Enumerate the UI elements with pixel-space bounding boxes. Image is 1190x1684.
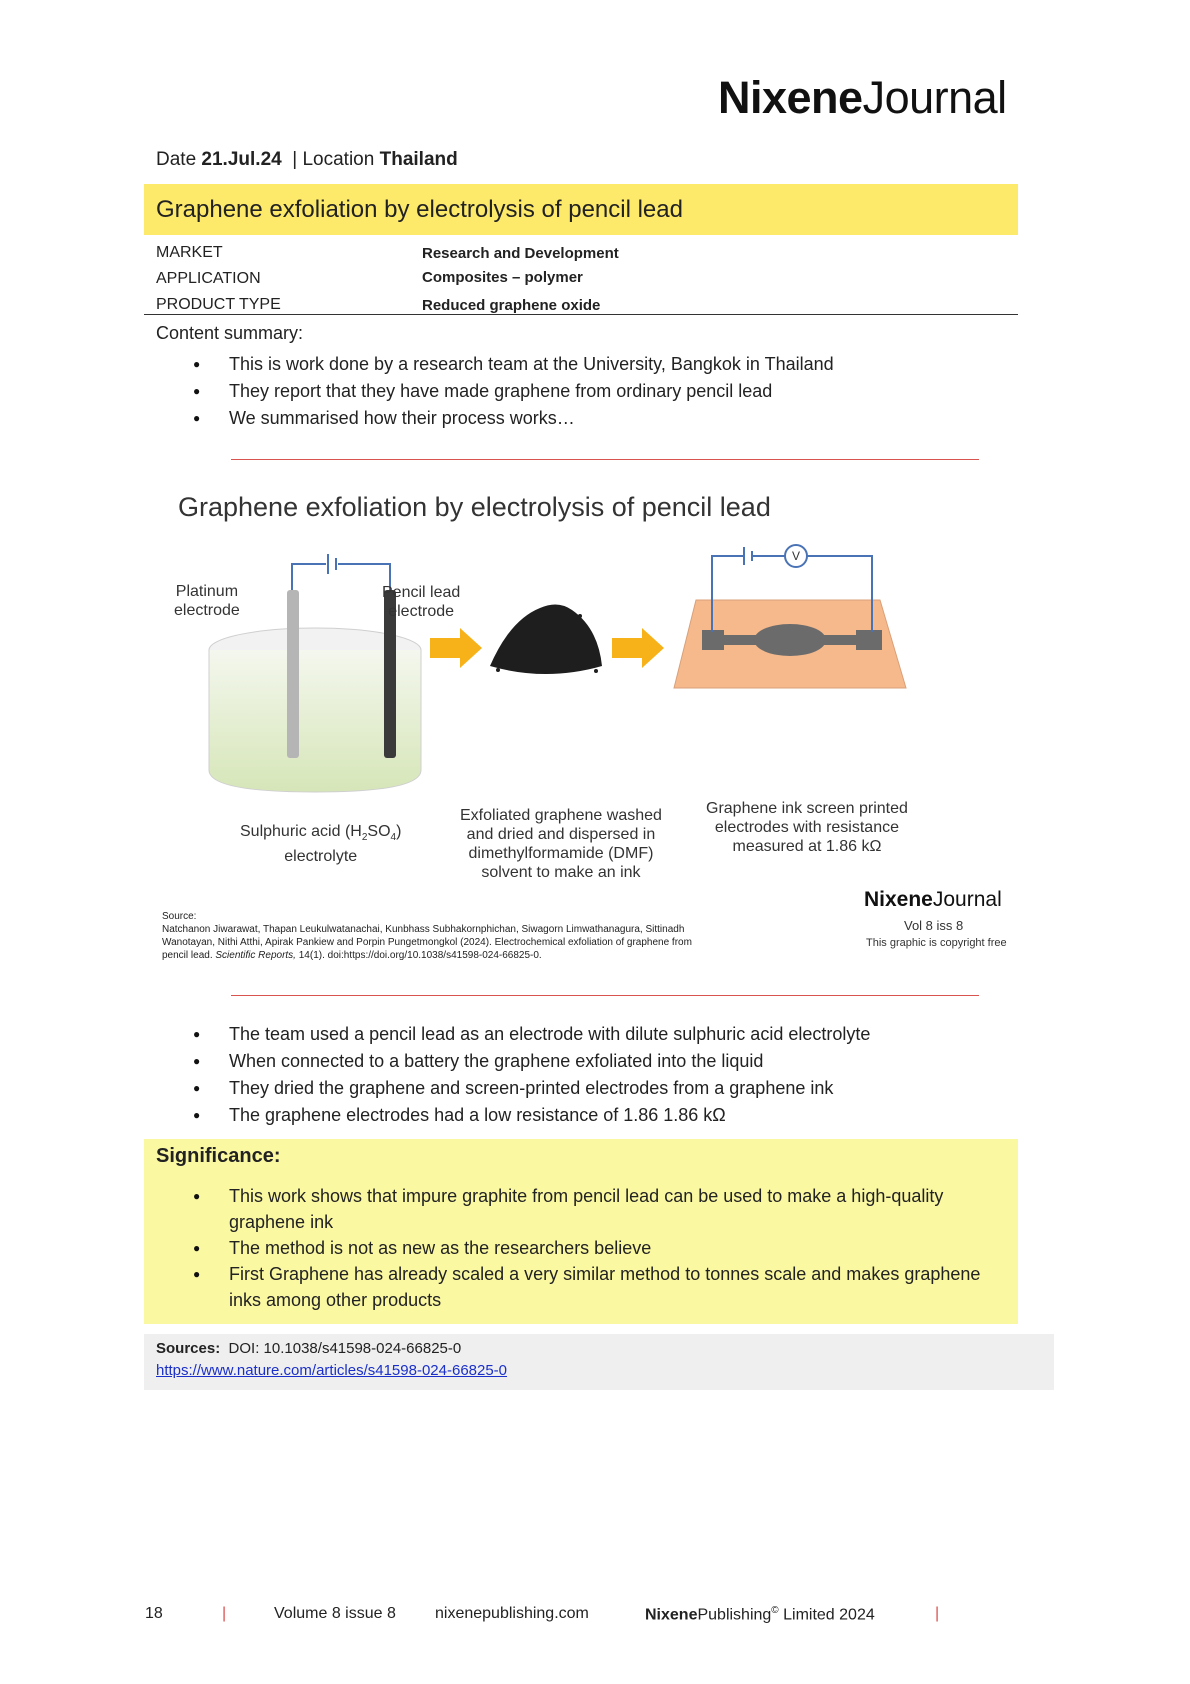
battery-icon xyxy=(744,547,752,565)
footer-site: nixenepublishing.com xyxy=(435,1605,589,1622)
footer-publisher: NixenePublishing© Limited 2024 xyxy=(645,1605,875,1624)
list-item: ● When connected to a battery the graphene exfoliated into the liquid xyxy=(193,1048,1013,1075)
electrolyte-label: Sulphuric acid $(H_2SO_4)$ electrolyte xyxy=(240,823,402,866)
journal-logo: NixeneJournal xyxy=(718,72,1007,123)
dateline xyxy=(156,149,458,171)
significance-list xyxy=(193,1183,993,1313)
figure-copyright: This graphic is copyright free xyxy=(866,937,1007,949)
battery-wire xyxy=(292,564,390,590)
sources-box xyxy=(144,1334,1054,1390)
summary-label: Content summary: xyxy=(156,323,304,343)
voltmeter-label: V xyxy=(791,549,800,563)
meta-market-value: Research and Development xyxy=(422,245,619,262)
article-title: Graphene exfoliation by electrolysis of pencil lead xyxy=(156,196,683,223)
list-item: ● First Graphene has already scaled a very similar method to tonnes scale and makes graphene inks among other products xyxy=(193,1261,993,1313)
figure-title: Graphene exfoliation by electrolysis of pencil lead xyxy=(178,492,771,522)
figure-top-rule xyxy=(231,459,979,460)
date-label: Date xyxy=(156,149,197,170)
graphene-powder-icon xyxy=(490,604,602,674)
figure-logo: NixeneJournal xyxy=(864,888,1002,911)
footer-divider: | xyxy=(935,1605,940,1622)
list-item: ● The method is not as new as the researchers believe xyxy=(193,1235,993,1261)
meta-product-type-label: PRODUCT TYPE xyxy=(156,296,281,313)
meta-application-label: APPLICATION xyxy=(156,270,261,287)
date-value: 21.Jul.24 xyxy=(201,149,282,170)
arrow-right-icon xyxy=(430,628,482,668)
meta-product-type-value: Reduced graphene oxide xyxy=(422,297,601,314)
location-label: Location xyxy=(302,149,375,170)
list-item: ● The team used a pencil lead as an electrode with dilute sulphuric acid electrolyte xyxy=(193,1021,1013,1048)
meta-application-value: Composites – polymer xyxy=(422,269,583,286)
sources-doi: Sources: DOI: 10.1038/s41598-024-66825-0 xyxy=(156,1340,462,1357)
graphene-ink-label: Graphene ink screen printed electrodes with resistance measured at 1.86 kΩ xyxy=(706,800,908,855)
process-list xyxy=(193,1021,1013,1129)
footer-volume: Volume 8 issue 8 xyxy=(274,1605,396,1622)
list-item: ● The graphene electrodes had a low resistance of 1.86 1.86 kΩ xyxy=(193,1102,1013,1129)
article-title-band xyxy=(144,184,1018,235)
figure-source: Source: Natchanon Jiwarawat, Thapan Leukulwatanachai, Kunbhass Subhakornphichan, Siwagorn Limwathanagura, Sittinadh Wanotayan, Nithi Atthi, Apirak Pankiew and Porpin Pungetmongkol (2024). Electrochemical exfoliation of graphene from pencil lead. Scientific Reports, 14(1). doi:https://doi.org/10.1038/s41598-024-66825-0. xyxy=(162,911,692,961)
list-item: ● This work shows that impure graphite from pencil lead can be used to make a high-quality graphene ink xyxy=(193,1183,993,1235)
figure-volume: Vol 8 iss 8 xyxy=(904,918,964,933)
location-value: Thailand xyxy=(379,149,458,170)
sources-link[interactable]: https://www.nature.com/articles/s41598-024-66825-0 xyxy=(156,1362,508,1379)
platinum-label: Platinum electrode xyxy=(174,583,240,619)
significance-title: Significance: xyxy=(156,1145,281,1167)
process-figure xyxy=(160,470,1020,970)
list-item: ● They report that they have made graphene from ordinary pencil lead xyxy=(193,378,993,405)
meta-divider xyxy=(144,314,1018,315)
significance-box xyxy=(144,1139,1018,1324)
list-item: ● They dried the graphene and screen-printed electrodes from a graphene ink xyxy=(193,1075,1013,1102)
list-item: ● This is work done by a research team at the University, Bangkok in Thailand xyxy=(193,351,993,378)
meta-market-label: MARKET xyxy=(156,244,223,261)
figure-bottom-rule xyxy=(231,995,979,996)
list-item: ● We summarised how their process works… xyxy=(193,405,993,432)
exfoliated-graphene-label: Exfoliated graphene washed and dried and dispersed in dimethylformamide (DMF) solvent to make an ink xyxy=(460,807,662,881)
battery-icon xyxy=(328,554,336,574)
footer-divider: | xyxy=(222,1605,227,1622)
dateline-separator: | xyxy=(292,149,298,170)
platinum-electrode-icon xyxy=(287,590,299,758)
arrow-right-icon xyxy=(612,628,664,668)
pencil-lead-label: Pencil lead electrode xyxy=(382,584,461,620)
summary-list xyxy=(193,351,993,432)
footer-page-number: 18 xyxy=(145,1605,163,1622)
